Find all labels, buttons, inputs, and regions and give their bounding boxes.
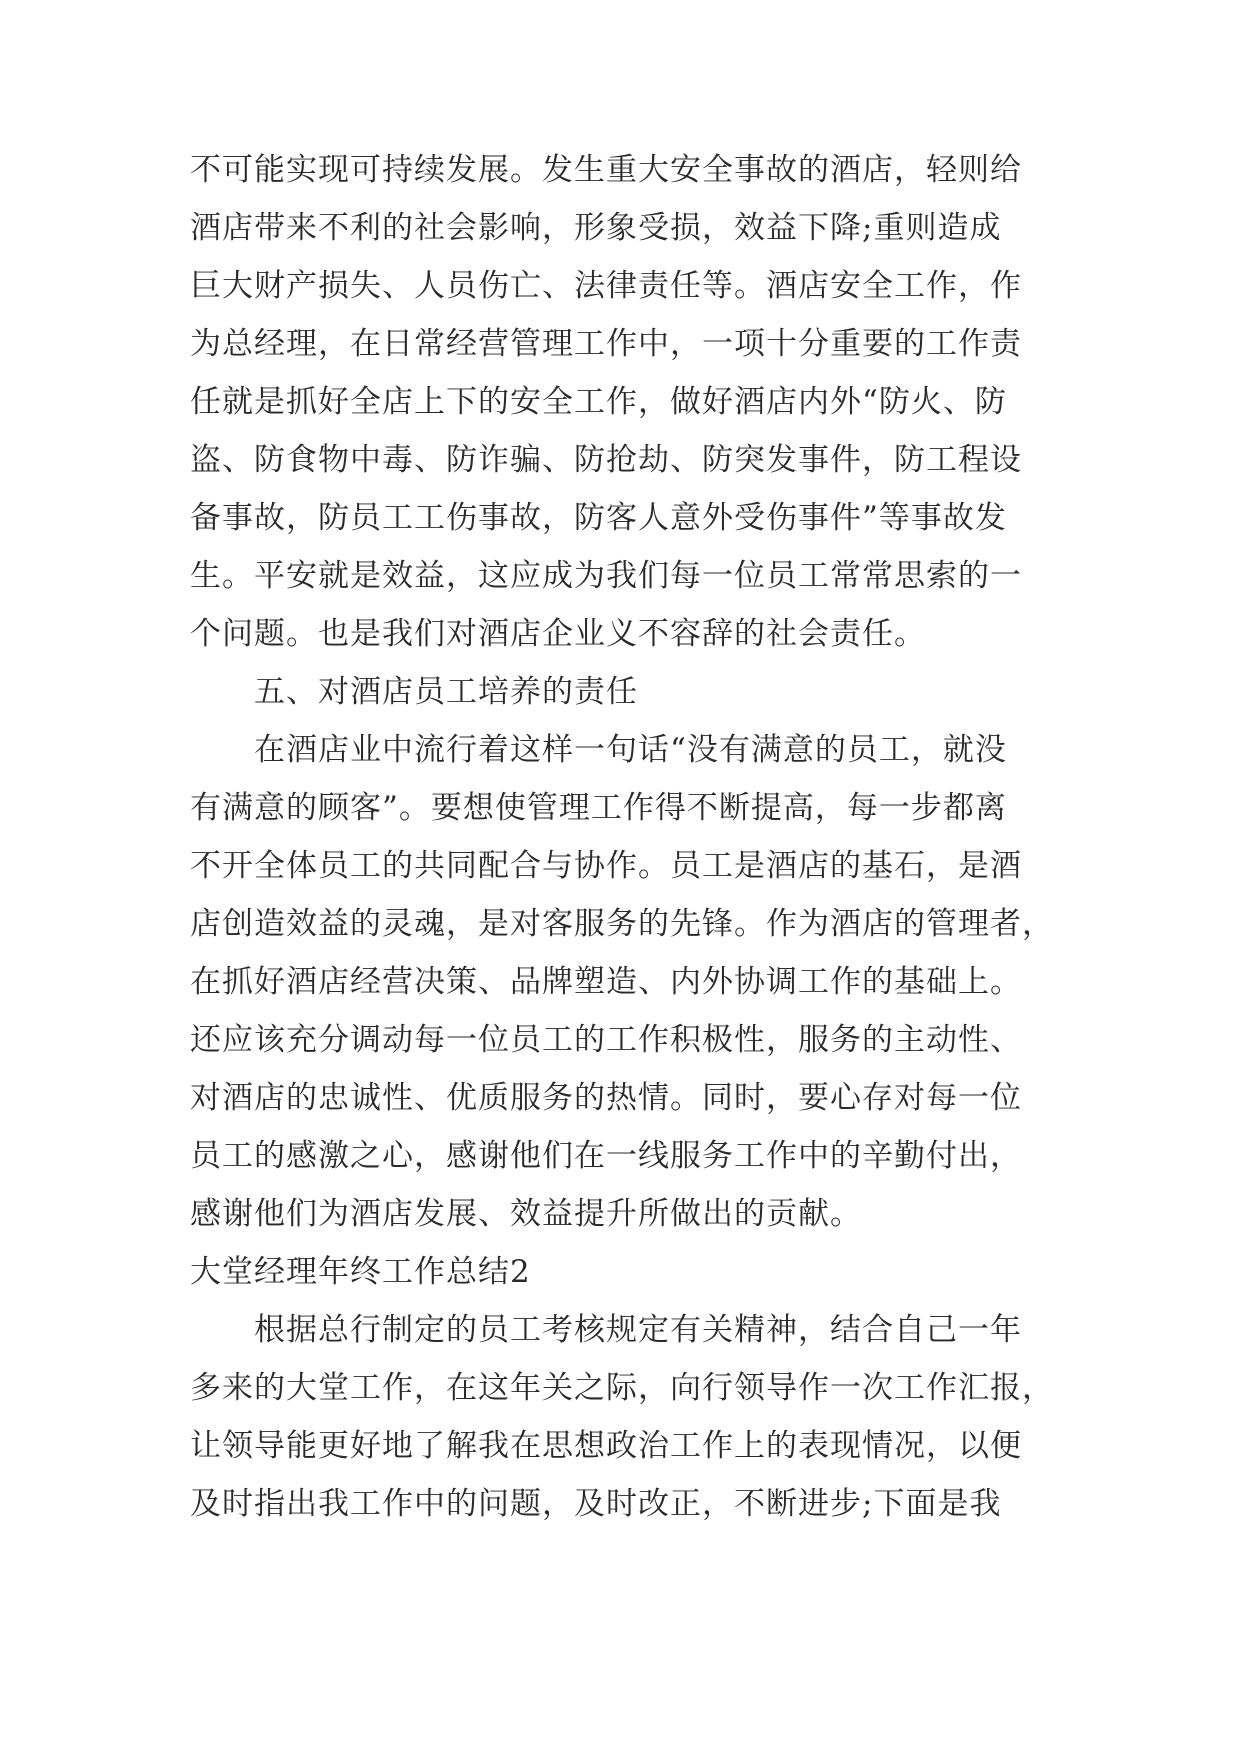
paragraph-line: 酒店带来不利的社会影响，形象受损，效益下降;重则造成 <box>190 210 1002 246</box>
paragraph-line: 对酒店的忠诚性、优质服务的热情。同时，要心存对每一位 <box>190 1080 1022 1116</box>
paragraph-line: 多来的大堂工作，在这年关之际，向行领导作一次工作汇报， <box>190 1370 1054 1406</box>
paragraph-line: 不可能实现可持续发展。发生重大安全事故的酒店，轻则给 <box>190 152 1022 188</box>
paragraph-line: 还应该充分调动每一位员工的工作积极性，服务的主动性、 <box>190 1022 1022 1058</box>
paragraph-line: 店创造效益的灵魂，是对客服务的先锋。作为酒店的管理者， <box>190 906 1054 942</box>
paragraph-line: 任就是抓好全店上下的安全工作，做好酒店内外“防火、防 <box>190 384 1007 420</box>
paragraph-line: 让领导能更好地了解我在思想政治工作上的表现情况，以便 <box>190 1428 1022 1464</box>
paragraph-line: 及时指出我工作中的问题，及时改正，不断进步;下面是我 <box>190 1486 1002 1522</box>
paragraph-line: 盗、防食物中毒、防诈骗、防抢劫、防突发事件，防工程设 <box>190 442 1022 478</box>
paragraph-line: 备事故，防员工工伤事故，防客人意外受伤事件”等事故发 <box>190 500 1007 536</box>
section-heading: 五、对酒店员工培养的责任 <box>254 674 638 710</box>
paragraph-line: 在抓好酒店经营决策、品牌塑造、内外协调工作的基础上。 <box>190 964 1022 1000</box>
paragraph-line: 不开全体员工的共同配合与协作。员工是酒店的基石，是酒 <box>190 848 1022 884</box>
paragraph-line: 为总经理，在日常经营管理工作中，一项十分重要的工作责 <box>190 326 1022 362</box>
paragraph-line: 个问题。也是我们对酒店企业义不容辞的社会责任。 <box>190 616 926 652</box>
document-title: 大堂经理年终工作总结2 <box>190 1254 531 1290</box>
paragraph-line: 员工的感激之心，感谢他们在一线服务工作中的辛勤付出， <box>190 1138 1022 1174</box>
paragraph-line: 有满意的顾客”。要想使管理工作得不断提高，每一步都离 <box>190 790 1007 826</box>
paragraph-line: 在酒店业中流行着这样一句话“没有满意的员工，就没 <box>254 732 1007 768</box>
paragraph-line: 生。平安就是效益，这应成为我们每一位员工常常思索的一 <box>190 558 1022 594</box>
paragraph-line: 感谢他们为酒店发展、效益提升所做出的贡献。 <box>190 1196 862 1232</box>
paragraph-line: 巨大财产损失、人员伤亡、法律责任等。酒店安全工作，作 <box>190 268 1022 304</box>
paragraph-line: 根据总行制定的员工考核规定有关精神，结合自己一年 <box>254 1312 1022 1348</box>
